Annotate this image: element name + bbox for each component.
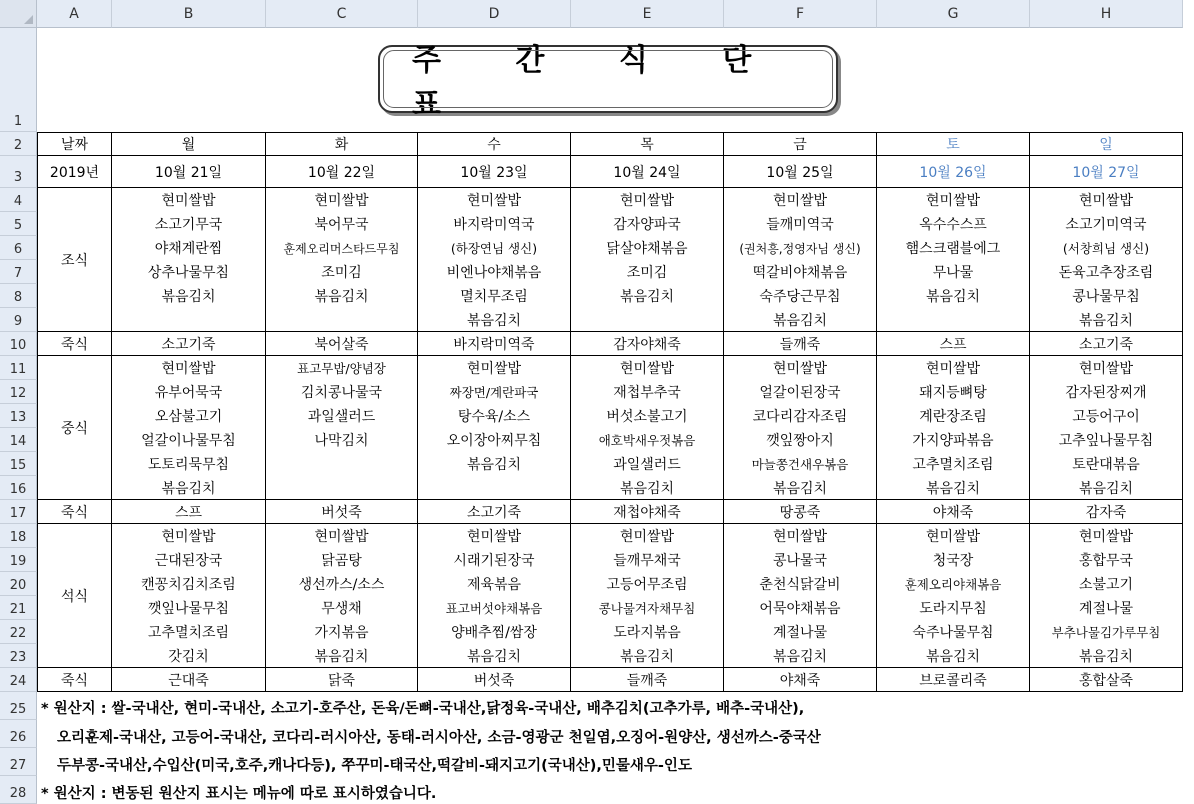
- breakfast-menu-cell[interactable]: 현미쌀밥: [877, 188, 1030, 212]
- day-header-cell[interactable]: 화: [266, 132, 418, 156]
- dinner-menu-cell[interactable]: 근대된장국: [112, 548, 266, 572]
- breakfast-label-cell[interactable]: 조식: [37, 188, 112, 332]
- breakfast-menu-cell[interactable]: 떡갈비야채볶음: [724, 260, 877, 284]
- lunch-menu-cell[interactable]: 도토리묵무침: [112, 452, 266, 476]
- row-header-7[interactable]: 7: [0, 260, 37, 284]
- row-header-22[interactable]: 22: [0, 620, 37, 644]
- row-header-24[interactable]: 24: [0, 668, 37, 692]
- dinner-menu-cell[interactable]: 훈제오리야채볶음: [877, 572, 1030, 596]
- date-cell[interactable]: 10월 27일: [1030, 156, 1183, 188]
- lunch-menu-cell[interactable]: 고등어구이: [1030, 404, 1183, 428]
- dinner-label-cell[interactable]: 석식: [37, 524, 112, 668]
- lunch-menu-cell[interactable]: 현미쌀밥: [571, 356, 724, 380]
- origin-note-line-3[interactable]: 두부콩-국내산,수입산(미국,호주,캐나다등), 쭈꾸미-태국산,떡갈비-돼지고기(국내산),민물새우-인도: [57, 758, 692, 774]
- date-cell[interactable]: 10월 22일: [266, 156, 418, 188]
- lunch-menu-cell[interactable]: 고추잎나물무침: [1030, 428, 1183, 452]
- lunch-menu-cell[interactable]: 감자된장찌개: [1030, 380, 1183, 404]
- porridge-menu-cell[interactable]: 소고기죽: [112, 332, 266, 356]
- row-header-12[interactable]: 12: [0, 380, 37, 404]
- date-label-cell[interactable]: 날짜: [37, 132, 112, 156]
- porridge-menu-cell[interactable]: 북어살죽: [266, 332, 418, 356]
- row-header-2[interactable]: 2: [0, 132, 37, 156]
- dinner-menu-cell[interactable]: 갓김치: [112, 644, 266, 668]
- origin-note-line-2[interactable]: 오리훈제-국내산, 고등어-국내산, 코다리-러시아산, 동태-러시아산, 소금-영광군 천일염,오징어-원양산, 생선까스-중국산: [57, 730, 821, 746]
- breakfast-menu-cell[interactable]: 들깨미역국: [724, 212, 877, 236]
- dinner-menu-cell[interactable]: 깻잎나물무침: [112, 596, 266, 620]
- dinner-menu-cell[interactable]: 홍합무국: [1030, 548, 1183, 572]
- dinner-menu-cell[interactable]: 소불고기: [1030, 572, 1183, 596]
- lunch-menu-cell[interactable]: 과일샐러드: [266, 404, 418, 428]
- row-header-28[interactable]: 28: [0, 776, 37, 804]
- lunch-menu-cell[interactable]: 얼갈이나물무침: [112, 428, 266, 452]
- lunch-menu-cell[interactable]: [266, 476, 418, 500]
- lunch-menu-cell[interactable]: 나막김치: [266, 428, 418, 452]
- day-header-cell[interactable]: 월: [112, 132, 266, 156]
- day-header-cell[interactable]: 목: [571, 132, 724, 156]
- row-header-21[interactable]: 21: [0, 596, 37, 620]
- lunch-menu-cell[interactable]: 얼갈이된장국: [724, 380, 877, 404]
- breakfast-menu-cell[interactable]: 닭살야채볶음: [571, 236, 724, 260]
- row-header-4[interactable]: 4: [0, 188, 37, 212]
- breakfast-menu-cell[interactable]: 볶음김치: [571, 284, 724, 308]
- breakfast-menu-cell[interactable]: [112, 308, 266, 332]
- breakfast-menu-cell[interactable]: (하장연님 생신): [418, 236, 571, 260]
- lunch-menu-cell[interactable]: 표고무밥/양념장: [266, 356, 418, 380]
- breakfast-menu-cell[interactable]: [571, 308, 724, 332]
- lunch-menu-cell[interactable]: 유부어묵국: [112, 380, 266, 404]
- breakfast-menu-cell[interactable]: 현미쌀밥: [266, 188, 418, 212]
- lunch-menu-cell[interactable]: 현미쌀밥: [1030, 356, 1183, 380]
- lunch-menu-cell[interactable]: 현미쌀밥: [112, 356, 266, 380]
- origin-note-line-1[interactable]: * 원산지 : 쌀-국내산, 현미-국내산, 소고기-호주산, 돈육/돈뼈-국내산,닭정육-국내산, 배추김치(고추가루, 배추-국내산),: [41, 701, 805, 717]
- breakfast-menu-cell[interactable]: 현미쌀밥: [112, 188, 266, 212]
- porridge-menu-cell[interactable]: 소고기죽: [1030, 332, 1183, 356]
- porridge-menu-cell[interactable]: 소고기죽: [418, 500, 571, 524]
- date-cell[interactable]: 10월 26일: [877, 156, 1030, 188]
- porridge-menu-cell[interactable]: 땅콩죽: [724, 500, 877, 524]
- porridge-menu-cell[interactable]: 닭죽: [266, 668, 418, 692]
- lunch-menu-cell[interactable]: 현미쌀밥: [724, 356, 877, 380]
- lunch-menu-cell[interactable]: 재첩부추국: [571, 380, 724, 404]
- select-all-corner[interactable]: [0, 0, 37, 28]
- porridge-menu-cell[interactable]: 홍합살죽: [1030, 668, 1183, 692]
- lunch-menu-cell[interactable]: 볶음김치: [571, 476, 724, 500]
- lunch-menu-cell[interactable]: 볶음김치: [112, 476, 266, 500]
- porridge-label-cell[interactable]: 죽식: [37, 332, 112, 356]
- dinner-menu-cell[interactable]: 들깨무채국: [571, 548, 724, 572]
- breakfast-menu-cell[interactable]: 콩나물무침: [1030, 284, 1183, 308]
- breakfast-menu-cell[interactable]: 햄스크램블에그: [877, 236, 1030, 260]
- title-box[interactable]: [378, 43, 838, 122]
- breakfast-menu-cell[interactable]: 볶음김치: [877, 284, 1030, 308]
- lunch-menu-cell[interactable]: 마늘쫑건새우볶음: [724, 452, 877, 476]
- lunch-menu-cell[interactable]: 가지양파볶음: [877, 428, 1030, 452]
- dinner-menu-cell[interactable]: 도라지무침: [877, 596, 1030, 620]
- row-header-13[interactable]: 13: [0, 404, 37, 428]
- breakfast-menu-cell[interactable]: 숙주당근무침: [724, 284, 877, 308]
- lunch-menu-cell[interactable]: 탕수육/소스: [418, 404, 571, 428]
- lunch-menu-cell[interactable]: 계란장조림: [877, 404, 1030, 428]
- porridge-menu-cell[interactable]: 야채죽: [877, 500, 1030, 524]
- porridge-menu-cell[interactable]: 들깨죽: [724, 332, 877, 356]
- lunch-menu-cell[interactable]: 김치콩나물국: [266, 380, 418, 404]
- breakfast-menu-cell[interactable]: (권처흥,정영자님 생신): [724, 236, 877, 260]
- lunch-menu-cell[interactable]: 짜장면/계란파국: [418, 380, 571, 404]
- breakfast-menu-cell[interactable]: 무나물: [877, 260, 1030, 284]
- column-header-h[interactable]: H: [1030, 0, 1183, 28]
- dinner-menu-cell[interactable]: 가지볶음: [266, 620, 418, 644]
- porridge-menu-cell[interactable]: 들깨죽: [571, 668, 724, 692]
- dinner-menu-cell[interactable]: 콩나물겨자채무침: [571, 596, 724, 620]
- column-header-g[interactable]: G: [877, 0, 1030, 28]
- column-header-d[interactable]: D: [418, 0, 571, 28]
- breakfast-menu-cell[interactable]: 볶음김치: [418, 308, 571, 332]
- lunch-menu-cell[interactable]: 볶음김치: [724, 476, 877, 500]
- lunch-menu-cell[interactable]: 애호박새우젓볶음: [571, 428, 724, 452]
- lunch-menu-cell[interactable]: [266, 452, 418, 476]
- dinner-menu-cell[interactable]: 도라지볶음: [571, 620, 724, 644]
- porridge-menu-cell[interactable]: 바지락미역죽: [418, 332, 571, 356]
- breakfast-menu-cell[interactable]: 소고기미역국: [1030, 212, 1183, 236]
- row-header-3[interactable]: 3: [0, 156, 37, 188]
- porridge-label-cell[interactable]: 죽식: [37, 668, 112, 692]
- lunch-menu-cell[interactable]: 고추멸치조림: [877, 452, 1030, 476]
- breakfast-menu-cell[interactable]: 북어무국: [266, 212, 418, 236]
- lunch-menu-cell[interactable]: 돼지등뼈탕: [877, 380, 1030, 404]
- breakfast-menu-cell[interactable]: 볶음김치: [266, 284, 418, 308]
- lunch-label-cell[interactable]: 중식: [37, 356, 112, 500]
- dinner-menu-cell[interactable]: 볶음김치: [571, 644, 724, 668]
- breakfast-menu-cell[interactable]: 현미쌀밥: [724, 188, 877, 212]
- porridge-menu-cell[interactable]: 근대죽: [112, 668, 266, 692]
- dinner-menu-cell[interactable]: 현미쌀밥: [724, 524, 877, 548]
- row-header-5[interactable]: 5: [0, 212, 37, 236]
- lunch-menu-cell[interactable]: 버섯소불고기: [571, 404, 724, 428]
- dinner-menu-cell[interactable]: 볶음김치: [1030, 644, 1183, 668]
- porridge-menu-cell[interactable]: 야채죽: [724, 668, 877, 692]
- dinner-menu-cell[interactable]: 표고버섯야채볶음: [418, 596, 571, 620]
- dinner-menu-cell[interactable]: 볶음김치: [724, 644, 877, 668]
- row-header-9[interactable]: 9: [0, 308, 37, 332]
- breakfast-menu-cell[interactable]: 감자양파국: [571, 212, 724, 236]
- dinner-menu-cell[interactable]: 양배추찜/쌈장: [418, 620, 571, 644]
- dinner-menu-cell[interactable]: 현미쌀밥: [571, 524, 724, 548]
- row-header-14[interactable]: 14: [0, 428, 37, 452]
- dinner-menu-cell[interactable]: 청국장: [877, 548, 1030, 572]
- dinner-menu-cell[interactable]: 고추멸치조림: [112, 620, 266, 644]
- dinner-menu-cell[interactable]: 무생채: [266, 596, 418, 620]
- day-header-cell[interactable]: 수: [418, 132, 571, 156]
- date-cell[interactable]: 10월 23일: [418, 156, 571, 188]
- day-header-cell[interactable]: 토: [877, 132, 1030, 156]
- lunch-menu-cell[interactable]: 오이장아찌무침: [418, 428, 571, 452]
- column-header-a[interactable]: A: [37, 0, 112, 28]
- porridge-menu-cell[interactable]: 버섯죽: [266, 500, 418, 524]
- dinner-menu-cell[interactable]: 현미쌀밥: [418, 524, 571, 548]
- breakfast-menu-cell[interactable]: 조미김: [266, 260, 418, 284]
- dinner-menu-cell[interactable]: 닭곰탕: [266, 548, 418, 572]
- lunch-menu-cell[interactable]: 볶음김치: [418, 452, 571, 476]
- breakfast-menu-cell[interactable]: 바지락미역국: [418, 212, 571, 236]
- dinner-menu-cell[interactable]: 볶음김치: [266, 644, 418, 668]
- breakfast-menu-cell[interactable]: 훈제오리머스타드무침: [266, 236, 418, 260]
- dinner-menu-cell[interactable]: 볶음김치: [877, 644, 1030, 668]
- row-header-8[interactable]: 8: [0, 284, 37, 308]
- year-cell[interactable]: 2019년: [37, 156, 112, 188]
- breakfast-menu-cell[interactable]: [877, 308, 1030, 332]
- dinner-menu-cell[interactable]: 어묵야채볶음: [724, 596, 877, 620]
- porridge-label-cell[interactable]: 죽식: [37, 500, 112, 524]
- breakfast-menu-cell[interactable]: 야채계란찜: [112, 236, 266, 260]
- page-title: 주 간 식 단 표: [412, 43, 784, 122]
- breakfast-menu-cell[interactable]: 조미김: [571, 260, 724, 284]
- column-header-e[interactable]: E: [571, 0, 724, 28]
- breakfast-menu-cell[interactable]: 상추나물무침: [112, 260, 266, 284]
- breakfast-menu-cell[interactable]: 현미쌀밥: [571, 188, 724, 212]
- date-cell[interactable]: 10월 25일: [724, 156, 877, 188]
- breakfast-menu-cell[interactable]: 현미쌀밥: [418, 188, 571, 212]
- breakfast-menu-cell[interactable]: 볶음김치: [112, 284, 266, 308]
- lunch-menu-cell[interactable]: 토란대볶음: [1030, 452, 1183, 476]
- dinner-menu-cell[interactable]: 현미쌀밥: [877, 524, 1030, 548]
- day-header-cell[interactable]: 금: [724, 132, 877, 156]
- porridge-menu-cell[interactable]: 스프: [877, 332, 1030, 356]
- dinner-menu-cell[interactable]: 고등어무조림: [571, 572, 724, 596]
- row-header-1[interactable]: 1: [0, 28, 37, 132]
- breakfast-menu-cell[interactable]: 멸치무조림: [418, 284, 571, 308]
- dinner-menu-cell[interactable]: 부추나물김가루무침: [1030, 620, 1183, 644]
- dinner-menu-cell[interactable]: 볶음김치: [418, 644, 571, 668]
- porridge-menu-cell[interactable]: 버섯죽: [418, 668, 571, 692]
- breakfast-menu-cell[interactable]: 볶음김치: [1030, 308, 1183, 332]
- lunch-menu-cell[interactable]: 깻잎짱아지: [724, 428, 877, 452]
- lunch-menu-cell[interactable]: 현미쌀밥: [877, 356, 1030, 380]
- dinner-menu-cell[interactable]: 캔꽁치김치조림: [112, 572, 266, 596]
- breakfast-menu-cell[interactable]: 볶음김치: [724, 308, 877, 332]
- row-header-17[interactable]: 17: [0, 500, 37, 524]
- breakfast-menu-cell[interactable]: 돈육고추장조림: [1030, 260, 1183, 284]
- breakfast-menu-cell[interactable]: (서창희님 생신): [1030, 236, 1183, 260]
- lunch-menu-cell[interactable]: [418, 476, 571, 500]
- dinner-menu-cell[interactable]: 현미쌀밥: [266, 524, 418, 548]
- row-header-10[interactable]: 10: [0, 332, 37, 356]
- porridge-menu-cell[interactable]: 재첩야채죽: [571, 500, 724, 524]
- dinner-menu-cell[interactable]: 현미쌀밥: [1030, 524, 1183, 548]
- date-cell[interactable]: 10월 24일: [571, 156, 724, 188]
- dinner-menu-cell[interactable]: 시래기된장국: [418, 548, 571, 572]
- date-cell[interactable]: 10월 21일: [112, 156, 266, 188]
- row-header-15[interactable]: 15: [0, 452, 37, 476]
- column-header-f[interactable]: F: [724, 0, 877, 28]
- lunch-menu-cell[interactable]: 오삼불고기: [112, 404, 266, 428]
- row-header-16[interactable]: 16: [0, 476, 37, 500]
- porridge-menu-cell[interactable]: 감자야채죽: [571, 332, 724, 356]
- dinner-menu-cell[interactable]: 계절나물: [724, 620, 877, 644]
- dinner-menu-cell[interactable]: 계절나물: [1030, 596, 1183, 620]
- lunch-menu-cell[interactable]: 볶음김치: [877, 476, 1030, 500]
- breakfast-menu-cell[interactable]: 소고기무국: [112, 212, 266, 236]
- row-header-26[interactable]: 26: [0, 720, 37, 748]
- porridge-menu-cell[interactable]: 스프: [112, 500, 266, 524]
- lunch-menu-cell[interactable]: 현미쌀밥: [418, 356, 571, 380]
- origin-note-line-4[interactable]: * 원산지 : 변동된 원산지 표시는 메뉴에 따로 표시하였습니다.: [41, 786, 437, 802]
- row-header-20[interactable]: 20: [0, 572, 37, 596]
- dinner-menu-cell[interactable]: 제육볶음: [418, 572, 571, 596]
- row-header-18[interactable]: 18: [0, 524, 37, 548]
- dinner-menu-cell[interactable]: 춘천식닭갈비: [724, 572, 877, 596]
- dinner-menu-cell[interactable]: 생선까스/소스: [266, 572, 418, 596]
- lunch-menu-cell[interactable]: 볶음김치: [1030, 476, 1183, 500]
- dinner-menu-cell[interactable]: 콩나물국: [724, 548, 877, 572]
- lunch-menu-cell[interactable]: 코다리감자조림: [724, 404, 877, 428]
- breakfast-menu-cell[interactable]: 옥수수스프: [877, 212, 1030, 236]
- day-header-cell[interactable]: 일: [1030, 132, 1183, 156]
- row-header-11[interactable]: 11: [0, 356, 37, 380]
- dinner-menu-cell[interactable]: 숙주나물무침: [877, 620, 1030, 644]
- breakfast-menu-cell[interactable]: 비엔나야채볶음: [418, 260, 571, 284]
- breakfast-menu-cell[interactable]: [266, 308, 418, 332]
- breakfast-menu-cell[interactable]: 현미쌀밥: [1030, 188, 1183, 212]
- row-header-6[interactable]: 6: [0, 236, 37, 260]
- column-header-b[interactable]: B: [112, 0, 266, 28]
- row-header-19[interactable]: 19: [0, 548, 37, 572]
- column-header-c[interactable]: C: [266, 0, 418, 28]
- dinner-menu-cell[interactable]: 현미쌀밥: [112, 524, 266, 548]
- porridge-menu-cell[interactable]: 브로콜리죽: [877, 668, 1030, 692]
- row-header-27[interactable]: 27: [0, 748, 37, 776]
- lunch-menu-cell[interactable]: 과일샐러드: [571, 452, 724, 476]
- row-header-23[interactable]: 23: [0, 644, 37, 668]
- row-header-25[interactable]: 25: [0, 692, 37, 720]
- porridge-menu-cell[interactable]: 감자죽: [1030, 500, 1183, 524]
